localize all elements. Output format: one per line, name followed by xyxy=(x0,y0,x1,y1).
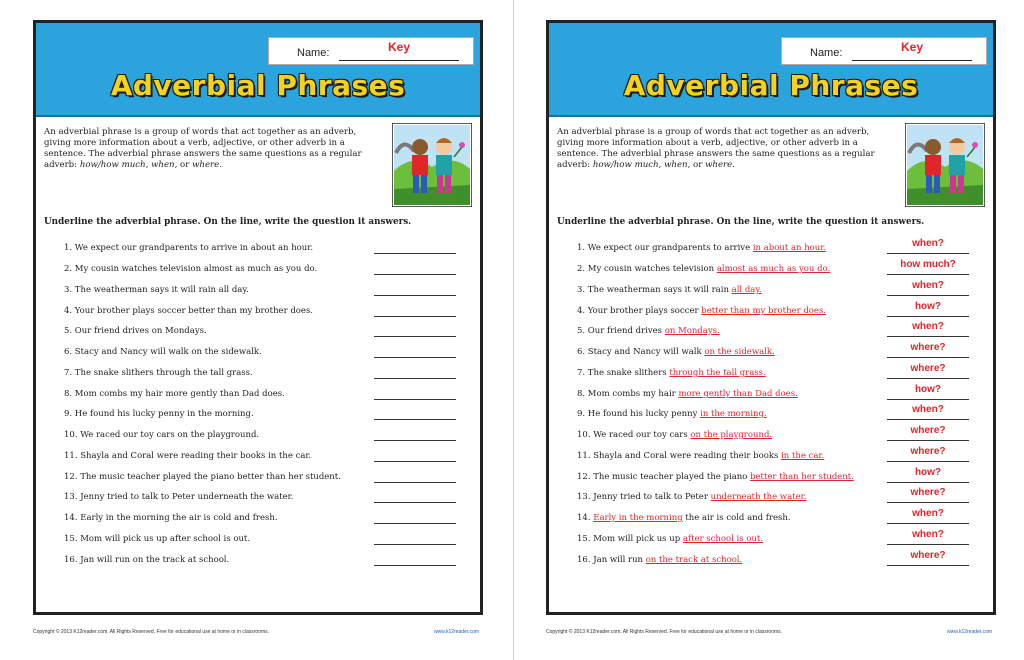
underlined-phrase: almost as much as you do. xyxy=(716,264,831,274)
answer-line xyxy=(887,274,969,275)
underlined-phrase: better than her student. xyxy=(750,472,854,482)
question-item: 7. The snake slithers through the tall grass. xyxy=(64,368,253,378)
question-item: 4. Your brother plays soccer better than my brother does. xyxy=(577,306,827,316)
answer-line xyxy=(887,399,969,400)
answer-text: how? xyxy=(914,384,942,395)
name-line xyxy=(852,60,972,61)
answer-text: when? xyxy=(912,404,944,415)
answer-line xyxy=(887,502,969,503)
question-item: 9. He found his lucky penny in the morning. xyxy=(64,409,254,419)
answer-line[interactable] xyxy=(374,399,456,400)
answer-text: how? xyxy=(914,467,942,478)
answer-line[interactable] xyxy=(374,336,456,337)
question-item: 2. My cousin watches television almost as much as you do. xyxy=(577,264,831,274)
title-banner xyxy=(549,23,993,117)
question-item: 1. We expect our grandparents to arrive in about an hour. xyxy=(577,243,827,253)
answer-line[interactable] xyxy=(374,419,456,420)
answer-text: where? xyxy=(910,446,946,457)
question-item: 7. The snake slithers through the tall grass. xyxy=(577,368,766,378)
question-item: 6. Stacy and Nancy will walk on the sidewalk. xyxy=(64,347,262,357)
answer-line xyxy=(887,253,969,254)
answer-line xyxy=(887,544,969,545)
intro-or: or xyxy=(177,160,193,170)
question-item: 8. Mom combs my hair more gently than Dad does. xyxy=(64,389,285,399)
answer-line xyxy=(887,295,969,296)
question-item: 12. The music teacher played the piano better than her student. xyxy=(577,472,854,482)
answer-line xyxy=(887,336,969,337)
answer-line xyxy=(887,482,969,483)
answer-line[interactable] xyxy=(374,502,456,503)
answer-text: where? xyxy=(910,550,946,561)
underlined-phrase: Early in the morning xyxy=(593,513,683,523)
answer-line xyxy=(887,440,969,441)
name-label: Name: xyxy=(297,47,330,59)
answer-text: where? xyxy=(910,363,946,374)
question-item: 12. The music teacher played the piano better than her student. xyxy=(64,472,341,482)
title-banner xyxy=(36,23,480,117)
answer-line[interactable] xyxy=(374,378,456,379)
two-children-illustration xyxy=(905,123,985,207)
underlined-phrase: on the track at school. xyxy=(645,555,743,565)
name-label: Name: xyxy=(810,47,843,59)
underlined-phrase: in the morning. xyxy=(700,409,767,419)
underlined-phrase: better than my brother does. xyxy=(701,306,827,316)
footer-url[interactable]: www.k12reader.com xyxy=(434,629,480,635)
answer-line xyxy=(887,357,969,358)
question-item: 16. Jan will run on the track at school. xyxy=(64,555,230,565)
intro-text: An adverbial phrase is a group of words that act together as an adverb, giving more information about a verb, adjective, or other adverb in a sentence. The adverbial phrase answers the same questions as a regular adverb: xyxy=(44,127,362,170)
worksheet-page-blank xyxy=(33,20,483,615)
underlined-phrase: after school is out. xyxy=(682,534,764,544)
name-value: Key xyxy=(900,40,923,54)
answer-text: when? xyxy=(912,280,944,291)
underlined-phrase: more gently than Dad does. xyxy=(678,389,798,399)
question-item: 10. We raced our toy cars on the playground. xyxy=(64,430,260,440)
page-divider xyxy=(513,0,514,660)
question-item: 8. Mom combs my hair more gently than Dad does. xyxy=(577,389,798,399)
answer-line xyxy=(887,378,969,379)
answer-line xyxy=(887,523,969,524)
question-item: 11. Shayla and Coral were reading their books in the car. xyxy=(577,451,825,461)
question-item: 14. Early in the morning the air is cold and fresh. xyxy=(64,513,278,523)
footer-url[interactable]: www.k12reader.com xyxy=(947,629,993,635)
intro-where: where xyxy=(705,160,733,170)
intro-italic: how/how much, when, xyxy=(592,160,691,170)
question-item: 15. Mom will pick us up after school is out. xyxy=(64,534,251,544)
question-item: 3. The weatherman says it will rain all day. xyxy=(64,285,249,295)
answer-line[interactable] xyxy=(374,544,456,545)
question-item: 2. My cousin watches television almost as much as you do. xyxy=(64,264,318,274)
worksheet-title: Adverbial Phrases xyxy=(623,69,919,102)
name-line xyxy=(339,60,459,61)
underlined-phrase: through the tall grass. xyxy=(669,368,766,378)
question-item: 6. Stacy and Nancy will walk on the sidewalk. xyxy=(577,347,775,357)
question-item: 11. Shayla and Coral were reading their books in the car. xyxy=(64,451,312,461)
footer-copyright: Copyright © 2013 K12reader.com. All Rights Reserved. Free for educational use at home or in classrooms. xyxy=(546,629,783,635)
underlined-phrase: all day. xyxy=(731,285,762,295)
answer-text: where? xyxy=(910,425,946,436)
answer-text: where? xyxy=(910,342,946,353)
intro-end: . xyxy=(732,160,735,170)
intro-end: . xyxy=(219,160,222,170)
question-item: 4. Your brother plays soccer better than my brother does. xyxy=(64,306,314,316)
answer-line[interactable] xyxy=(374,274,456,275)
answer-line xyxy=(887,316,969,317)
question-item: 5. Our friend drives on Mondays. xyxy=(64,326,207,336)
intro-where: where xyxy=(192,160,220,170)
question-item: 9. He found his lucky penny in the morning. xyxy=(577,409,767,419)
answer-line xyxy=(887,565,969,566)
name-box xyxy=(781,37,987,65)
answer-text: when? xyxy=(912,321,944,332)
underlined-phrase: on the playground. xyxy=(690,430,773,440)
worksheet-page-answer-key xyxy=(546,20,996,615)
question-item: 1. We expect our grandparents to arrive in about an hour. xyxy=(64,243,314,253)
answer-text: where? xyxy=(910,487,946,498)
answer-line[interactable] xyxy=(374,316,456,317)
instruction-text: Underline the adverbial phrase. On the line, write the question it answers. xyxy=(44,217,412,227)
question-item: 16. Jan will run on the track at school. xyxy=(577,555,743,565)
underlined-phrase: underneath the water. xyxy=(710,492,807,502)
worksheet-title: Adverbial Phrases xyxy=(110,69,406,102)
answer-line[interactable] xyxy=(374,440,456,441)
question-item: 3. The weatherman says it will rain all day. xyxy=(577,285,762,295)
answer-line[interactable] xyxy=(374,482,456,483)
instruction-text: Underline the adverbial phrase. On the line, write the question it answers. xyxy=(557,217,925,227)
underlined-phrase: on the sidewalk. xyxy=(704,347,775,357)
answer-line[interactable] xyxy=(374,565,456,566)
question-item: 13. Jenny tried to talk to Peter underneath the water. xyxy=(577,492,807,502)
footer-copyright: Copyright © 2013 K12reader.com. All Rights Reserved. Free for educational use at home or in classrooms. xyxy=(33,629,270,635)
name-box xyxy=(268,37,474,65)
question-item: 5. Our friend drives on Mondays. xyxy=(577,326,720,336)
question-item: 10. We raced our toy cars on the playground. xyxy=(577,430,773,440)
intro-text: An adverbial phrase is a group of words that act together as an adverb, giving more information about a verb, adjective, or other adverb in a sentence. The adverbial phrase answers the same questions as a regular adverb: xyxy=(557,127,875,170)
intro-or: or xyxy=(690,160,706,170)
intro-italic: how/how much, when, xyxy=(79,160,178,170)
answer-text: how? xyxy=(914,301,942,312)
question-item: 14. Early in the morning the air is cold and fresh. xyxy=(577,513,791,523)
answer-line[interactable] xyxy=(374,461,456,462)
name-value: Key xyxy=(387,40,410,54)
underlined-phrase: in the car. xyxy=(781,451,825,461)
intro-paragraph xyxy=(557,127,897,171)
question-item: 13. Jenny tried to talk to Peter underneath the water. xyxy=(64,492,294,502)
underlined-phrase: in about an hour. xyxy=(752,243,827,253)
answer-line[interactable] xyxy=(374,523,456,524)
underlined-phrase: on Mondays. xyxy=(664,326,720,336)
answer-line xyxy=(887,461,969,462)
intro-paragraph xyxy=(44,127,384,171)
question-item: 15. Mom will pick us up after school is out. xyxy=(577,534,764,544)
two-children-illustration xyxy=(392,123,472,207)
answer-text: when? xyxy=(912,238,944,249)
answer-line[interactable] xyxy=(374,357,456,358)
answer-text: when? xyxy=(912,508,944,519)
answer-line[interactable] xyxy=(374,295,456,296)
answer-line[interactable] xyxy=(374,253,456,254)
answer-text: when? xyxy=(912,529,944,540)
answer-line xyxy=(887,419,969,420)
answer-text: how much? xyxy=(900,259,956,270)
